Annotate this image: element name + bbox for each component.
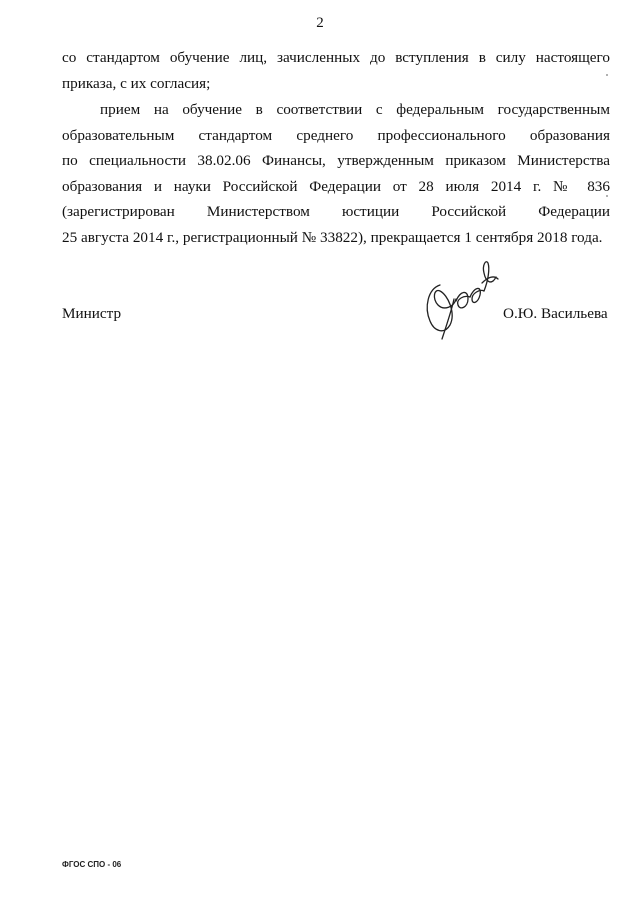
text-line: образования и науки Российской Федерации от 28 июля 2014 г. № 836 — [62, 177, 610, 195]
text-line: по специальности 38.02.06 Финансы, утвержденным приказом Министерства — [62, 152, 610, 169]
paragraph-admission — [62, 97, 610, 250]
paragraph-continuation — [62, 45, 610, 96]
text-line: образовательным стандартом среднего профессионального образования — [62, 126, 610, 144]
text-line: прием на обучение в соответствии с федеральным государственным — [100, 101, 610, 118]
text-line: 25 августа 2014 г., регистрационный № 33822), прекращается 1 сентября 2018 года. — [62, 228, 603, 246]
signer-name: О.Ю. Васильева — [503, 305, 608, 322]
scan-speck — [606, 195, 608, 197]
text-line: (зарегистрирован Министерством юстиции Российской Федерации — [62, 203, 610, 220]
text-line: приказа, с их согласия; — [62, 74, 211, 92]
text-line: со стандартом обучение лиц, зачисленных до вступления в силу настоящего — [62, 49, 610, 66]
signature-image — [418, 255, 508, 347]
footer-code: ФГОС СПО - 06 — [62, 860, 122, 869]
signer-title: Министр — [62, 305, 122, 322]
scan-speck — [606, 74, 608, 76]
page-number: 2 — [316, 15, 324, 31]
